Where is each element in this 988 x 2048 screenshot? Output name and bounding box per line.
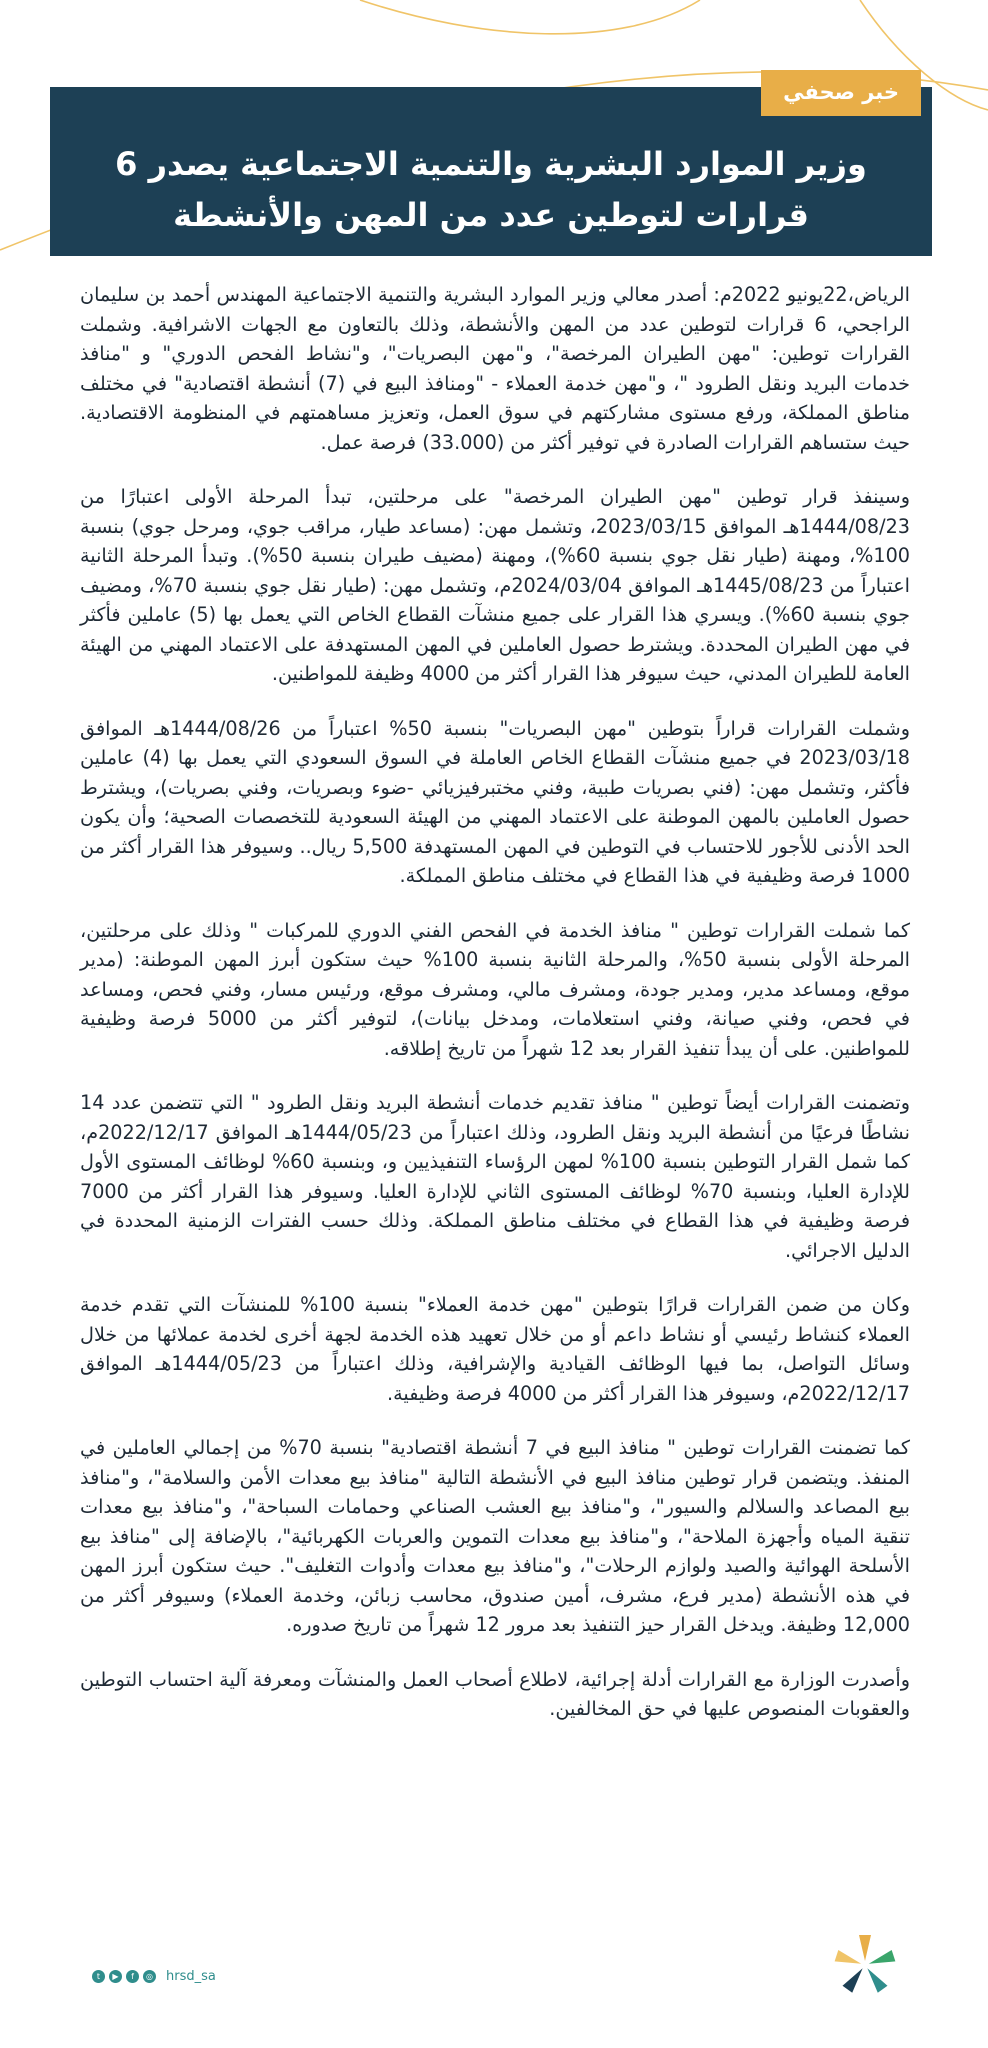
article-paragraph: وشملت القرارات قراراً بتوطين "مهن البصريات" بنسبة 50% اعتباراً من 1444/08/26هـ الموافق 2023/03/18 في جميع منشآت القطاع الخاص العاملة في السوق السعودي التي يعمل بها (4) عاملين فأكثر، وتشمل مهن: (فني بصريات طبية، وفني مختبرفيزيائي -ضوء وبصريات، وفني بصريات)، ويشترط حصول العاملين بالمهن الموطنة على الاعتماد المهني من الهيئة السعودية للتخصصات الصحية؛ وأن يكون الحد الأدنى للأجور للاحتساب في التوطين في المهن المستهدفة 5,500 ريال.. وسيوفر هذا القرار أكثر من 1000 فرصة وظيفية في هذا القطاع في مختلف مناطق المملكة. bbox=[80, 716, 911, 887]
article-paragraph: وسينفذ قرار توطين "مهن الطيران المرخصة" على مرحلتين، تبدأ المرحلة الأولى اعتبارًا من 1444/08/23هـ الموافق 2023/03/15، وتشمل مهن: (مساعد طيار، مراقب جوي، ومرحل جوي) بنسبة 100%، ومهنة (طيار نقل جوي بنسبة 60%)، ومهنة (مضيف طيران بنسبة 50%). وتبدأ المرحلة الثانية اعتباراً من 1445/08/23هـ الموافق 2024/03/04م، وتشمل مهن: (طيار نقل جوي بنسبة 70%، ومضيف جوي بنسبة 60%). ويسري هذا القرار على جميع منشآت القطاع الخاص التي يعمل بها (5) عاملين فأكثر في مهن الطيران المحددة. ويشترط حصول العاملين في المهن المستهدفة على الاعتماد المهني من الهيئة العامة للطيران المدني، حيث سيوفر هذا القرار أكثر من 4000 وظيفة للمواطنين. bbox=[80, 485, 910, 685]
article-paragraph: كما شملت القرارات توطين " منافذ الخدمة في الفحص الفني الدوري للمركبات " وذلك على مرحلتين، المرحلة الأولى بنسبة 50%، والمرحلة الثانية بنسبة 100% حيث ستكون أبرز المهن الموطنة: (مدير موقع، ومساعد مدير، ومدير جودة، ومشرف مالي، ومشرف موقع، ورئيس مسار، وفني فحص، ومساعد في فحص، وفني صيانة، وفني استعلامات، ومدخل بيانات)، لتوفير أكثر من 5000 فرصة وظيفية للمواطنين. على أن يبدأ تنفيذ القرار بعد 12 شهراً من تاريخ إطلاقه. bbox=[80, 918, 910, 1060]
social-footer bbox=[92, 1960, 216, 1992]
facebook-icon[interactable]: f bbox=[126, 1970, 139, 1983]
article-paragraph: وكان من ضمن القرارات قرارًا بتوطين "مهن خدمة العملاء" بنسبة 100% للمنشآت التي تقدم خدمة العملاء كنشاط رئيسي أو نشاط داعم أو من خلال تعهيد هذه الخدمة لجهة أخرى لخدمة عملائها من خلال وسائل التواصل، بما فيها الوظائف القيادية والإشرافية، وذلك اعتباراً من 1444/05/23هـ الموافق 2022/12/17م، وسيوفر هذا القرار أكثر من 4000 فرصة وظيفية. bbox=[80, 1293, 910, 1405]
header-banner bbox=[50, 80, 932, 256]
social-handle[interactable]: hrsd_sa bbox=[166, 1968, 216, 1984]
article-paragraph: وتضمنت القرارات أيضاً توطين " منافذ تقديم خدمات أنشطة البريد ونقل الطرود " التي تتضمن عدد 14 نشاطًا فرعيًا من أنشطة البريد ونقل الطرود، وذلك اعتباراً من 1444/05/23هـ الموافق 2022/12/17م، كما شمل القرار التوطين بنسبة 100% لمهن الرؤساء التنفيذيين و، وبنسبة 60% لوظائف المستوى الأول للإدارة العليا، وبنسبة 70% لوظائف المستوى الثاني للإدارة العليا. وسيوفر هذا القرار أكثر من 7000 فرصة وظيفية في هذا القطاع في مختلف مناطق المملكة. وذلك حسب الفترات الزمنية المحددة في الدليل الاجرائي. bbox=[80, 1091, 910, 1262]
twitter-icon[interactable]: t bbox=[92, 1970, 105, 1983]
page-title: وزير الموارد البشرية والتنمية الاجتماعية يصدر 6 قرارات لتوطين عدد من المهن والأنشطة bbox=[115, 145, 867, 234]
youtube-icon[interactable]: ▶ bbox=[109, 1970, 122, 1983]
article-paragraph: الرياض،22يونيو 2022م: أصدر معالي وزير الموارد البشرية والتنمية الاجتماعية المهندس أحمد بن سليمان الراجحي، 6 قرارات لتوطين عدد من المهن والأنشطة، وذلك بالتعاون مع الجهات الاشرافية. وشملت القرارات توطين: "مهن الطيران المرخصة"، و"مهن البصريات"، و"نشاط الفحص الدوري" و "منافذ خدمات البريد ونقل الطرود "، و"مهن خدمة العملاء - "ومنافذ البيع في (7) أنشطة اقتصادية" في مختلف مناطق المملكة، ورفع مستوى مشاركتهم في سوق العمل، وتعزيز مساهمتهم في المنظومة الاقتصادية. حيث ستساهم القرارات الصادرة في توفير أكثر من (33.000) فرصة عمل. bbox=[80, 283, 911, 454]
article-body bbox=[80, 280, 910, 1749]
ministry-logo-icon bbox=[825, 1925, 905, 2005]
article-paragraph: كما تضمنت القرارات توطين " منافذ البيع في 7 أنشطة اقتصادية" بنسبة 70% من إجمالي العاملين في المنفذ. ويتضمن قرار توطين منافذ البيع في الأنشطة التالية "منافذ بيع معدات الأمن والسلامة"، و"منافذ بيع المصاعد والسلالم والسيور"، و"منافذ بيع العشب الصناعي وحمامات السباحة"، و"منافذ بيع معدات تنقية المياه وأجهزة الملاحة"، و"منافذ بيع معدات التموين والعربات الكهربائية"، بالإضافة إلى "منافذ بيع الأسلحة الهوائية والصيد ولوازم الرحلات"، و"منافذ بيع معدات وأدوات التغليف". حيث ستكون أبرز المهن في هذه الأنشطة (مدير فرع، مشرف، أمين صندوق، محاسب زبائن، وخدمة العملاء) وسيوفر أكثر من 12,000 وظيفة. ويدخل القرار حيز التنفيذ بعد مرور 12 شهراً من تاريخ صدوره. bbox=[80, 1436, 911, 1636]
news-badge: خبر صحفي bbox=[761, 70, 921, 116]
article-paragraph: وأصدرت الوزارة مع القرارات أدلة إجرائية، لاطلاع أصحاب العمل والمنشآت ومعرفة آلية احتساب التوطين والعقوبات المنصوص عليها في حق المخالفين. bbox=[80, 1667, 910, 1720]
instagram-icon[interactable]: ◎ bbox=[143, 1970, 156, 1983]
